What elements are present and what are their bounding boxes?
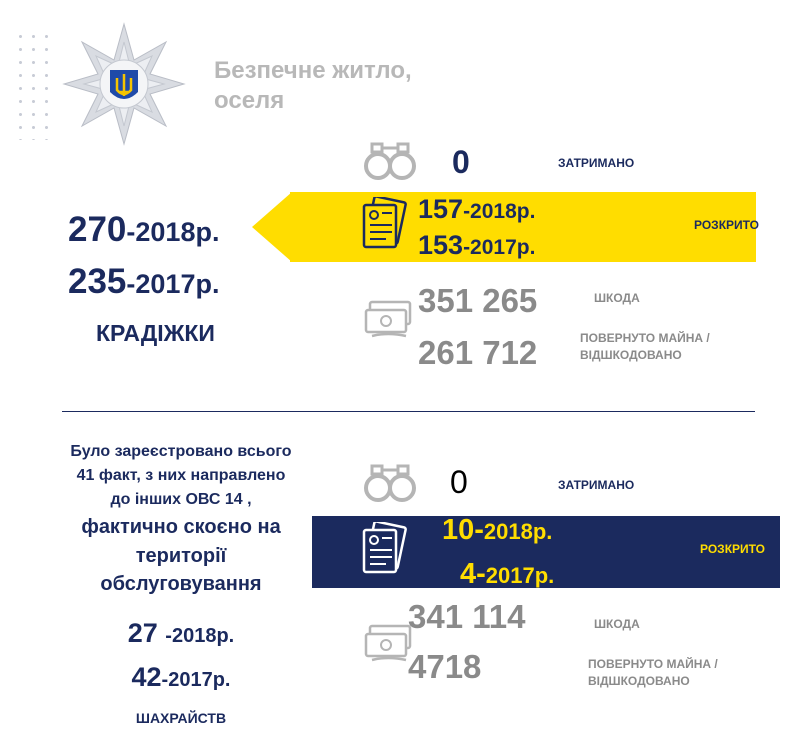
document-icon [360,522,408,581]
fraud-2017-total: 42-2017р. [131,662,231,692]
fraud-detained-value: 0 [450,464,468,500]
handcuffs-icon [362,140,418,187]
fraud-solved-label: РОЗКРИТО [700,542,766,556]
fraud-returned-label: ПОВЕРНУТО МАЙНА / ВІДШКОДОВАНО [588,657,718,688]
theft-damage-label: ШКОДА [594,291,640,305]
fraud-solved-2018: 10-2018р. [442,514,553,546]
theft-returned-value: 261 712 [418,334,538,371]
fraud-detained-label: ЗАТРИМАНО [558,478,635,492]
theft-solved-2017: 153-2017р. [418,230,536,260]
theft-solved-label: РОЗКРИТО [694,218,760,232]
decorative-dots [14,30,54,140]
fraud-returned-value: 4718 [408,648,482,685]
theft-returned-label: ПОВЕРНУТО МАЙНА / ВІДШКОДОВАНО [580,331,710,362]
money-icon [362,300,414,345]
theft-label: КРАДІЖКИ [96,320,215,346]
police-star-emblem-icon [60,20,188,148]
theft-detained-value: 0 [452,144,470,180]
fraud-band-arrow [312,516,352,593]
theft-damage-value: 351 265 [418,282,538,319]
fraud-description: Було зареєстровано всього 41 факт, з них направлено до інших ОВС 14 , фактично скоєно на території обслуговування [70,443,292,595]
theft-detained-label: ЗАТРИМАНО [558,156,635,170]
page-title: Безпечне житло, оселя [214,57,412,114]
theft-band-arrow [252,192,292,267]
theft-2018-total: 270-2018р. [68,210,220,249]
document-icon [360,197,408,256]
fraud-solved-2017: 4-2017р. [460,558,555,590]
fraud-label: ШАХРАЙСТВ [135,710,227,726]
section-divider [62,411,755,412]
fraud-damage-label: ШКОДА [594,617,640,631]
money-icon [362,624,414,669]
handcuffs-icon [362,462,418,509]
theft-2017-total: 235-2017р. [68,262,220,301]
fraud-damage-value: 341 114 [408,598,526,635]
fraud-2018-total: 27 -2018р. [127,618,235,648]
theft-solved-2018: 157-2018р. [418,194,536,224]
